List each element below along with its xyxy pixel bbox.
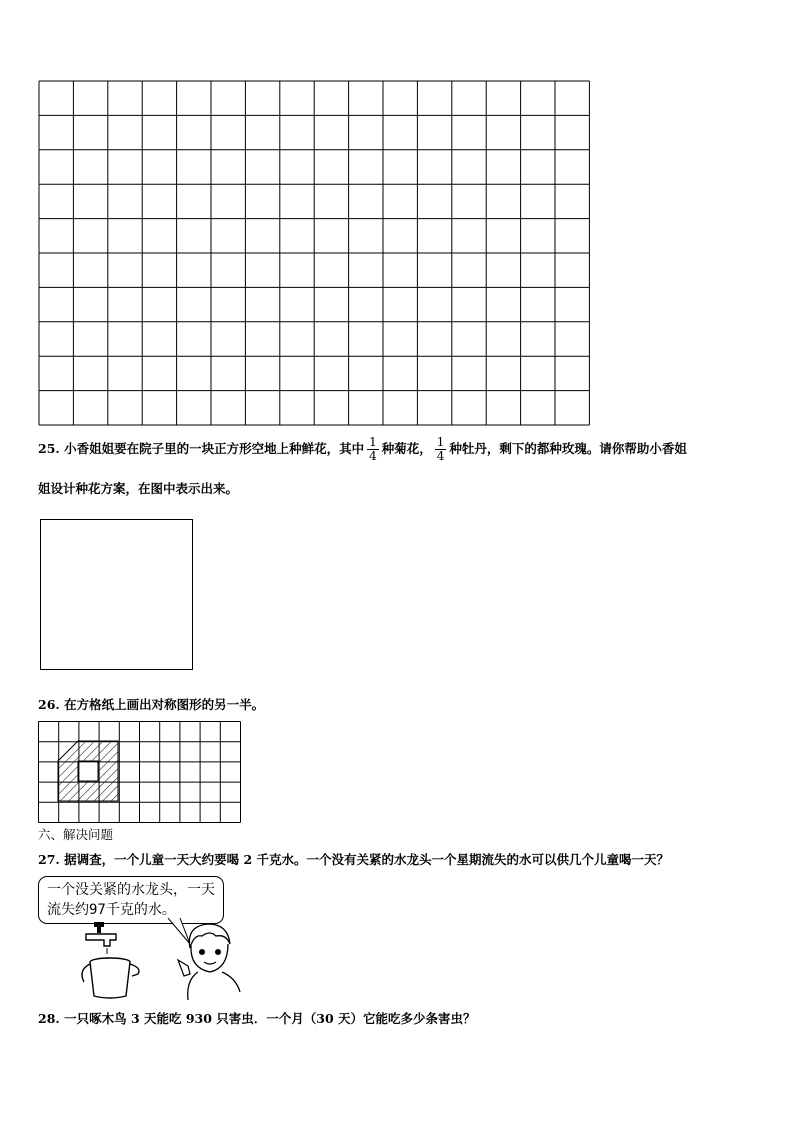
boy-illustration-icon (176, 920, 246, 1002)
half-figure-hatched (58, 741, 118, 801)
question-25-text-a: 小香姐姐要在院子里的一块正方形空地上种鲜花，其中 (64, 441, 365, 456)
question-28-number: 28. (38, 1011, 60, 1026)
fraction-one-quarter-peony: $\frac{1}{4}$ (436, 435, 445, 463)
fraction-one-quarter-chrysanthemum: $\frac{1}{4}$ (369, 435, 377, 463)
question-26-number: 26. (38, 697, 60, 712)
question-26-text: 在方格纸上画出对称图形的另一半。 (64, 697, 265, 712)
question-27-number: 27. (38, 852, 60, 867)
question-25-text-c: 种牡丹，剩下的都种玫瑰。请你帮助小香姐 (449, 441, 687, 456)
section-6-heading: 六、解决问题 (38, 827, 114, 842)
question-28 (38, 1011, 476, 1027)
symmetry-grid[interactable] (38, 721, 244, 825)
question-25-number: 25. (38, 441, 60, 456)
speech-bubble-line2: 流失约97千克的水。 (47, 902, 176, 918)
question-27-text: 据调查，一个儿童一天大约要喝 2 千克水。一个没有关紧的水龙头一个星期流失的水可以供几个儿童喝一天？ (64, 852, 670, 867)
question-25-text-b: 种菊花， (381, 441, 432, 456)
speech-bubble-line1: 一个没关紧的水龙头，一天 (47, 882, 215, 898)
speech-bubble (38, 876, 224, 924)
question-25-line2: 姐设计种花方案，在图中表示出来。 (38, 481, 239, 496)
question-25 (38, 436, 687, 463)
question-26 (38, 697, 264, 713)
answer-grid-large (38, 80, 592, 426)
question-28-text: 一只啄木鸟 3 天能吃 930 只害虫．一个月（30 天）它能吃多少条害虫？ (64, 1011, 476, 1026)
question-27 (38, 852, 669, 868)
square-plot-drawing-area[interactable] (40, 519, 193, 670)
faucet-bucket-icon (80, 920, 150, 1000)
